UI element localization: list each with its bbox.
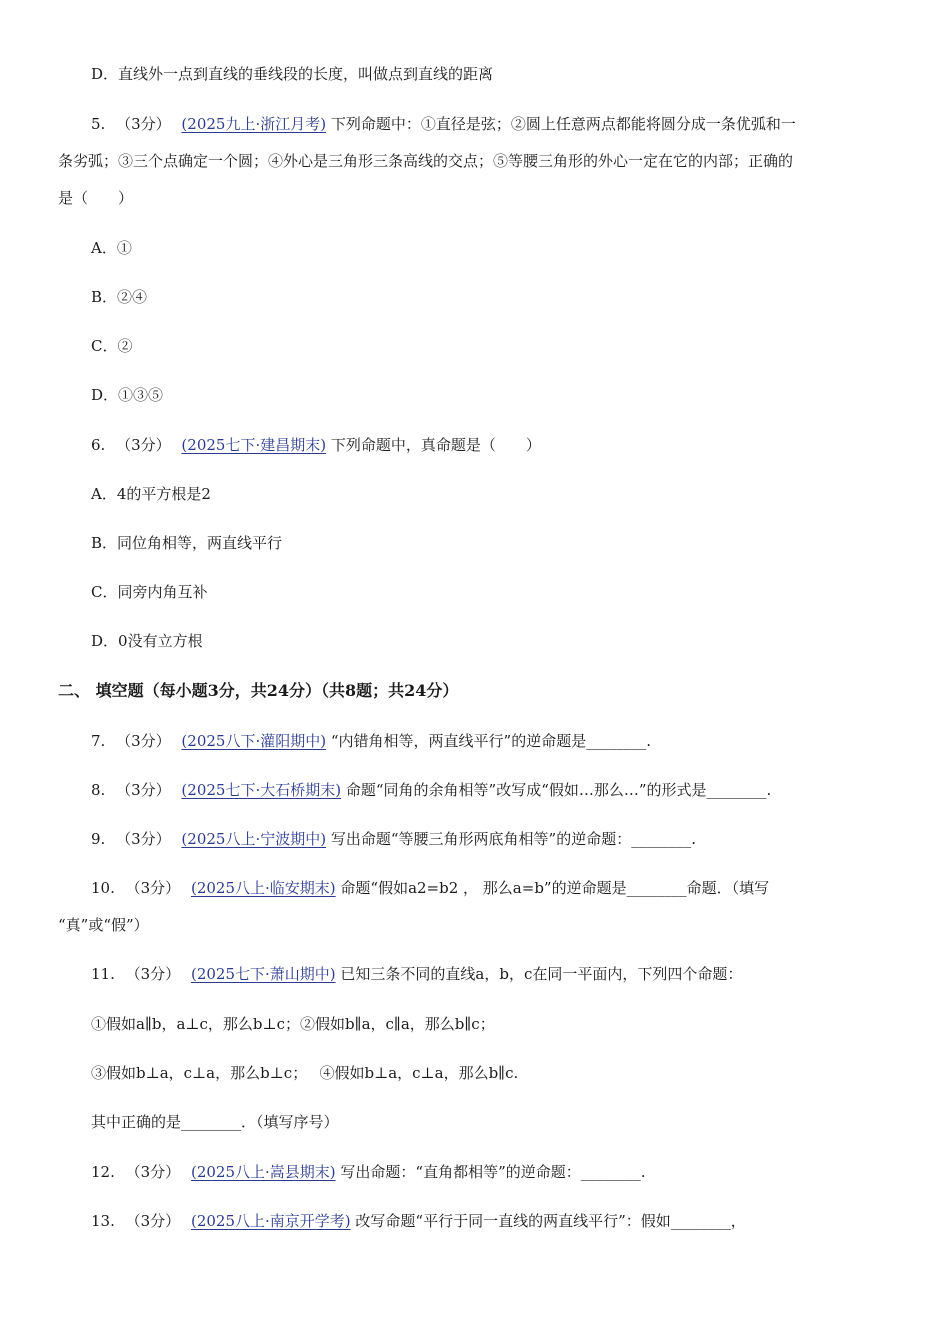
q5-source-link[interactable]: (2025九上·浙江月考) — [181, 115, 327, 133]
q10-line2: “真”或“假”） — [58, 916, 149, 934]
q10-line1 — [91, 878, 769, 898]
q6-text: 下列命题中，真命题是（ ） — [330, 436, 541, 454]
q5-option-b: B．②④ — [91, 288, 148, 306]
q8-number: 8. — [91, 781, 106, 799]
q13-number: 13. — [91, 1212, 115, 1230]
q5-text: 下列命题中：①直径是弦；②圆上任意两点都能将圆分成一条优弧和一 — [330, 115, 796, 133]
q6-option-a: A．4的平方根是2 — [91, 485, 211, 503]
q9-score: （3分） — [116, 830, 171, 848]
q5-line3: 是（ ） — [58, 189, 134, 207]
q12-text: 写出命题：“直角都相等”的逆命题：________. — [340, 1163, 646, 1181]
q6-option-b: B．同位角相等，两直线平行 — [91, 534, 283, 552]
q5-option-d: D．①③⑤ — [91, 386, 164, 404]
q8-line — [91, 780, 771, 800]
q5-option-c: C．② — [91, 337, 133, 355]
q5-line2: 条劣弧；③三个点确定一个圆；④外心是三角形三条高线的交点；⑤等腰三角形的外心一定在它的内部；正确的 — [58, 152, 794, 170]
q9-source-link[interactable]: (2025八上·宁波期中) — [181, 830, 327, 848]
q7-number: 7. — [91, 732, 106, 750]
q4-option-d: D．直线外一点到直线的垂线段的长度，叫做点到直线的距离 — [91, 65, 494, 83]
q9-number: 9. — [91, 830, 106, 848]
q8-text: 命题“同角的余角相等”改写成“假如…那么…”的形式是________. — [345, 781, 772, 799]
q5-option-a: A．① — [91, 239, 132, 257]
q11-number: 11. — [91, 965, 115, 983]
q12-score: （3分） — [125, 1163, 181, 1181]
q11-line1 — [91, 964, 742, 984]
q6-score: （3分） — [116, 436, 171, 454]
q6-number: 6. — [91, 436, 106, 454]
q10-number: 10. — [91, 879, 115, 897]
q7-source-link[interactable]: (2025八下·灌阳期中) — [181, 732, 327, 750]
q6-source-link[interactable]: (2025七下·建昌期末) — [181, 436, 327, 454]
q6-option-c: C．同旁内角互补 — [91, 583, 208, 601]
q10-score: （3分） — [125, 879, 181, 897]
q12-number: 12. — [91, 1163, 115, 1181]
q7-score: （3分） — [116, 732, 171, 750]
q8-source-link[interactable]: (2025七下·大石桥期末) — [181, 781, 342, 799]
q6-option-d: D．0没有立方根 — [91, 632, 203, 650]
q5-score: （3分） — [116, 115, 171, 133]
q13-source-link[interactable]: (2025八上·南京开学考) — [190, 1212, 351, 1230]
q11-line2: ①假如a∥b，a⊥c，那么b⊥c；②假如b∥a，c∥a，那么b∥c； — [91, 1015, 495, 1033]
q10-source-link[interactable]: (2025八上·临安期末) — [190, 879, 336, 897]
q11-source-link[interactable]: (2025七下·萧山期中) — [190, 965, 336, 983]
q10-text: 命题“假如a2=b2 ， 那么a=b”的逆命题是________命题．（填写 — [340, 879, 770, 897]
q6-line1 — [91, 435, 541, 455]
q11-line4: 其中正确的是________．（填写序号） — [91, 1113, 339, 1131]
q9-line — [91, 829, 696, 849]
q5-line1 — [91, 114, 796, 134]
q13-line — [91, 1211, 746, 1231]
q13-text: 改写命题“平行于同一直线的两直线平行”：假如________， — [355, 1212, 746, 1230]
q7-text: “内错角相等，两直线平行”的逆命题是________. — [330, 732, 651, 750]
section-heading: 二、 填空题（每小题3分，共24分）（共8题；共24分） — [58, 681, 459, 700]
q8-score: （3分） — [116, 781, 171, 799]
q12-source-link[interactable]: (2025八上·嵩县期末) — [190, 1163, 336, 1181]
q11-text: 已知三条不同的直线a，b，c在同一平面内，下列四个命题： — [340, 965, 743, 983]
q5-number: 5. — [91, 115, 106, 133]
q12-line — [91, 1162, 646, 1182]
q11-score: （3分） — [125, 965, 181, 983]
q13-score: （3分） — [125, 1212, 181, 1230]
q9-text: 写出命题“等腰三角形两底角相等”的逆命题：________. — [330, 830, 696, 848]
q11-line3: ③假如b⊥a，c⊥a，那么b⊥c； ④假如b⊥a，c⊥a，那么b∥c. — [91, 1064, 519, 1082]
q7-line — [91, 731, 651, 751]
